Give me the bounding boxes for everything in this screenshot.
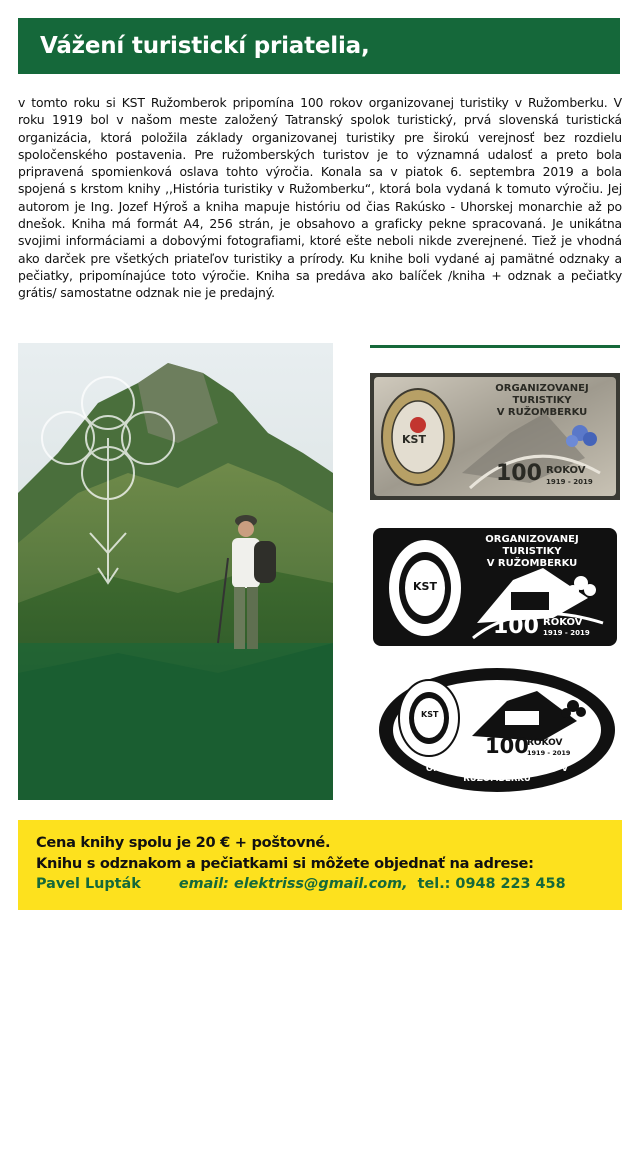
oval-stamp-image [377, 666, 617, 794]
stamp-rokov: ROKOV [527, 738, 563, 748]
silver-badge-number: 100 [496, 461, 542, 486]
intro-text [18, 94, 622, 302]
stamp-ring-text: ORGANIZOVANEJ TURISTIKY V RUŽOMBERKU [425, 764, 569, 784]
bw-badge-years: 1919 - 2019 [543, 629, 590, 637]
divider-line [370, 345, 620, 348]
order-line: Knihu s odznakom a pečiatkami si môžete objednať na adrese: [36, 855, 534, 872]
stamp-years: 1919 - 2019 [527, 749, 571, 757]
book-title-line: HISTÓRIA [136, 1031, 265, 1057]
bw-badge-image [373, 528, 617, 646]
page-title: Vážení turistickí priatelia, [40, 33, 370, 59]
silver-badge-kst: KST [402, 433, 426, 446]
silver-badge-image [370, 373, 620, 500]
book-cover-art [18, 343, 333, 800]
bw-badge-kst: KST [413, 580, 437, 593]
intro-paragraph: v tomto roku si KST Ružomberok pripomína 100 rokov organizovanej turistiky v Ružomberku. V roku 1919 bol v našom meste založený Tatranský spolok turistický, prvá slovenská turistická organizácia, ktorá položila základy organizovanej turistiky pre širokú verejnosť bez rozdielu spoločenského postavenia. Pre ružomberských turistov je to významná udalosť a preto bola pripravená spomienková oslava tohto výročia. Konala sa v piatok 6. septembra 2019 a bola spojená s krstom knihy ,,História turistiky v Ružomberku“, ktorá bola vydaná k tomuto výročiu. Jej autorom je Ing. Jozef Hýroš a kniha mapuje históriu od čias Rakúsko - Uhorskej monarchie až po dnešok. Kniha má formát A4, 256 strán, je obsahovo a graficky pekne spracovaná. Je unikátna svojimi informáciami a dobovými fotografiami, ktoré ešte neboli nikde zverejnené. Tiež je vhodná ako darček pre všetkých priateľov turistiky a prírody. Ku knihe boli vydané aj pamätné odznaky a pečiatky, pripomínajúce toto výročie. Kniha sa predáva ako balíček /kniha + odznak a pečiatky grátis/ samostatne odznak nie je predajný. [18, 95, 622, 301]
book-title [136, 1029, 333, 1149]
header-banner [18, 18, 620, 74]
contact-phone[interactable]: tel.: 0948 223 458 [417, 876, 566, 892]
silver-badge-years: 1919 - 2019 [546, 478, 593, 486]
silver-badge-rokov: ROKOV [546, 465, 586, 476]
book-title-line: V RUŽOMBERKU [136, 1091, 325, 1147]
book-author: JOZEF HÝROŠ [118, 1001, 186, 1011]
silver-badge-title: ORGANIZOVANEJ TURISTIKY V RUŽOMBERKU [495, 383, 589, 418]
contact-email[interactable]: email: elektriss@gmail.com, [178, 876, 408, 892]
stamp-number: 100 [485, 734, 529, 758]
bw-badge-rokov: ROKOV [543, 617, 583, 628]
bw-badge-number: 100 [493, 614, 539, 639]
book-title-line: TURISTIKY [136, 1061, 278, 1087]
contact-row [36, 876, 566, 892]
stamp-kst: KST [421, 710, 439, 719]
price-line: Cena knihy spolu je 20 € + poštovné. [36, 834, 331, 851]
contact-name: Pavel Lupták [36, 876, 141, 892]
bw-badge-title: ORGANIZOVANEJ TURISTIKY V RUŽOMBERKU [485, 534, 579, 569]
